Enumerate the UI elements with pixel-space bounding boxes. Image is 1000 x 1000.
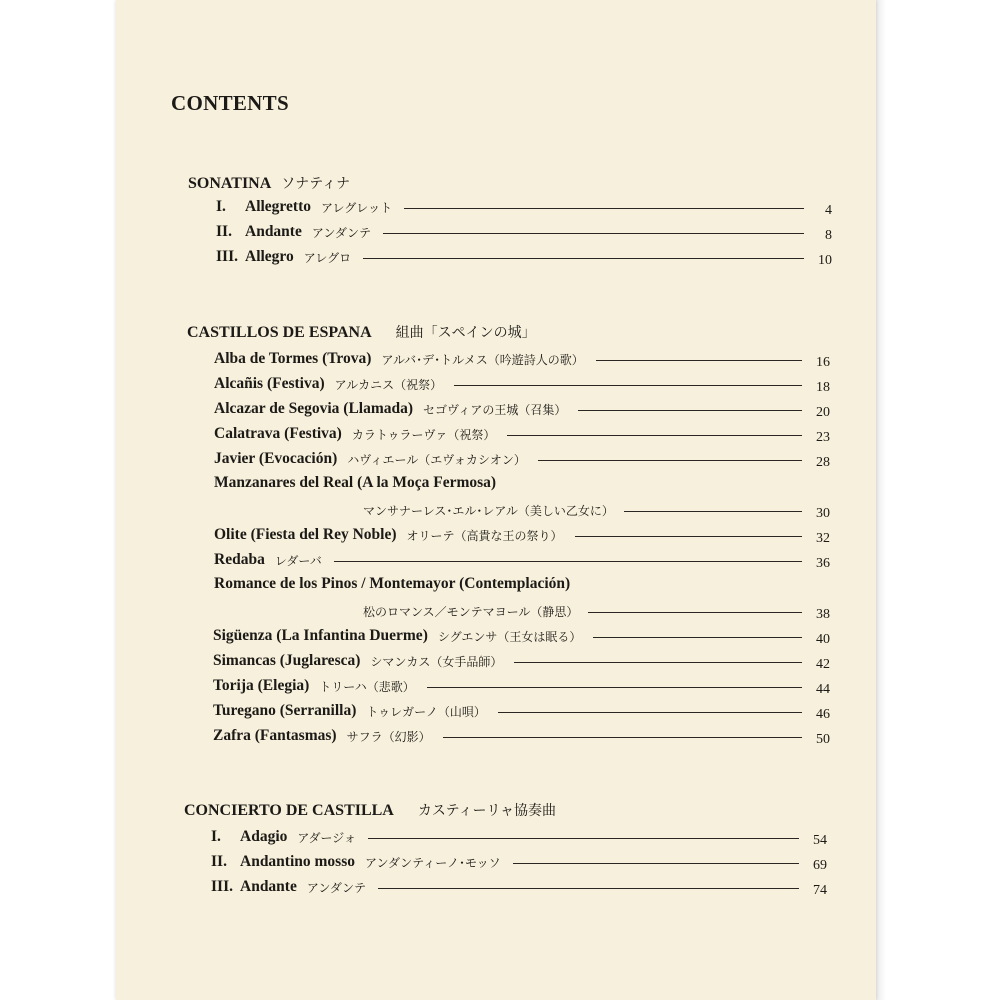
leader-line	[498, 712, 802, 713]
entry-title-jp: アレグレット	[321, 200, 393, 215]
toc-entry[interactable]	[214, 423, 830, 445]
page-number: 10	[818, 253, 832, 268]
page-number: 16	[816, 355, 830, 370]
entry-title: Simancas (Juglaresca)	[213, 652, 361, 669]
leader-line	[588, 612, 802, 613]
section-title-en: CASTILLOS DE ESPANA	[187, 324, 372, 341]
page-number: 20	[816, 405, 830, 420]
entry-title: Javier (Evocación)	[214, 450, 338, 467]
entry-title: Alcazar de Segovia (Llamada)	[214, 400, 414, 417]
movement-number: I.	[211, 828, 221, 845]
page-title: CONTENTS	[171, 91, 289, 115]
page-number: 28	[816, 455, 830, 470]
leader-line	[454, 385, 802, 386]
movement-number: II.	[216, 223, 232, 240]
toc-entry-title-manzanares[interactable]: Manzanares del Real (A la Moça Fermosa)	[214, 474, 497, 491]
page-number: 44	[816, 682, 830, 697]
page-number: 36	[816, 556, 830, 571]
section-title-en: SONATINA	[188, 175, 272, 192]
entry-title-jp: シマンカス（女手品師）	[370, 654, 503, 669]
entry-title: Andantino mosso	[240, 853, 355, 870]
toc-entry[interactable]	[216, 221, 832, 243]
toc-entry[interactable]	[213, 650, 830, 672]
leader-line	[514, 662, 802, 663]
section-title-castillos	[187, 322, 536, 342]
page-number: 46	[816, 707, 830, 722]
entry-title-jp: カラトゥラーヴァ（祝祭）	[351, 427, 496, 442]
entry-title: Alba de Tormes (Trova)	[214, 350, 372, 367]
page-number: 50	[816, 732, 830, 747]
leader-line	[513, 863, 799, 864]
entry-title-jp: 松のロマンス／モンテマヨール（静思）	[363, 604, 579, 619]
toc-entry[interactable]	[214, 398, 830, 420]
leader-line	[383, 233, 804, 234]
entry-title-jp: レダーバ	[274, 553, 322, 568]
entry-title: Turegano (Serranilla)	[213, 702, 357, 719]
toc-entry[interactable]	[211, 876, 827, 898]
entry-title: Alcañis (Festiva)	[214, 375, 325, 392]
toc-entry[interactable]	[213, 725, 830, 747]
entry-title: Allegro	[245, 248, 294, 265]
page-number: 18	[816, 380, 830, 395]
page-number: 8	[825, 228, 832, 243]
entry-title: Olite (Fiesta del Rey Noble)	[214, 526, 397, 543]
section-title-jp: 組曲「スペインの城」	[395, 325, 536, 341]
section-title-concierto	[184, 800, 556, 820]
movement-number: III.	[216, 248, 238, 265]
section-title-en: CONCIERTO DE CASTILLA	[184, 802, 394, 819]
page-number: 38	[816, 607, 830, 622]
entry-title-jp: アダージォ	[297, 830, 357, 845]
entry-title: Andante	[240, 878, 297, 895]
entry-title: Andante	[245, 223, 302, 240]
leader-line	[624, 511, 802, 512]
leader-line	[427, 687, 802, 688]
toc-entry[interactable]	[214, 348, 830, 370]
entry-title-jp: アルバ･デ･トルメス（吟遊詩人の歌）	[381, 352, 584, 367]
toc-entry-title-romance[interactable]: Romance de los Pinos / Montemayor (Contemplación)	[214, 575, 571, 592]
toc-entry[interactable]	[216, 196, 832, 218]
leader-line	[363, 258, 804, 259]
toc-entry[interactable]	[213, 675, 830, 697]
page-number: 23	[816, 430, 830, 445]
entry-title: Redaba	[214, 551, 265, 568]
entry-title-jp: アレグロ	[303, 250, 352, 265]
page-number: 54	[813, 833, 827, 848]
toc-entry[interactable]	[211, 826, 827, 848]
entry-title-jp: アンダンティーノ･モッソ	[365, 855, 501, 870]
toc-entry[interactable]	[214, 373, 830, 395]
leader-line	[334, 561, 802, 562]
page-number: 30	[816, 506, 830, 521]
entry-title-jp: トリーハ（悲歌）	[319, 679, 415, 694]
leader-line	[404, 208, 804, 209]
toc-entry[interactable]	[214, 524, 830, 546]
leader-line	[378, 888, 799, 889]
toc-entry-subline[interactable]	[363, 600, 830, 622]
entry-title-jp: アンダンテ	[306, 880, 367, 895]
page-number: 42	[816, 657, 830, 672]
leader-line	[538, 460, 802, 461]
leader-line	[368, 838, 799, 839]
leader-line	[596, 360, 802, 361]
movement-number: I.	[216, 198, 226, 215]
leader-line	[578, 410, 802, 411]
toc-entry[interactable]	[214, 549, 830, 571]
entry-title: Sigüenza (La Infantina Duerme)	[213, 627, 428, 644]
page-number: 40	[816, 632, 830, 647]
leader-line	[575, 536, 802, 537]
page-number: 32	[816, 531, 830, 546]
entry-title-jp: オリーテ（高貴な王の祭り）	[406, 528, 563, 543]
page-edge-shadow	[876, 0, 886, 1000]
entry-title: Calatrava (Festiva)	[214, 425, 342, 442]
entry-title-jp: サフラ（幻影）	[346, 729, 431, 744]
entry-title-jp: シグエンサ（王女は眠る）	[437, 629, 582, 644]
leader-line	[593, 637, 802, 638]
toc-entry[interactable]	[214, 448, 830, 470]
entry-title-jp: トゥレガーノ（山唄）	[366, 704, 486, 719]
leader-line	[443, 737, 802, 738]
movement-number: II.	[211, 853, 227, 870]
toc-entry-subline[interactable]	[363, 499, 830, 521]
section-title-sonatina	[188, 173, 350, 193]
entry-title-jp: セゴヴィアの王城（召集）	[423, 402, 567, 417]
section-title-jp: カスティーリャ協奏曲	[417, 803, 557, 819]
entry-title-jp: ハヴィエール（エヴォカシオン）	[347, 452, 526, 467]
movement-number: III.	[211, 878, 233, 895]
entry-title: Zafra (Fantasmas)	[213, 727, 337, 744]
page-number: 74	[813, 883, 827, 898]
entry-title: Allegretto	[245, 198, 311, 215]
page-number: 69	[813, 858, 827, 873]
entry-title-jp: マンサナーレス･エル･レアル（美しい乙女に）	[363, 503, 614, 518]
toc-entry[interactable]	[216, 246, 832, 268]
entry-title: Adagio	[240, 828, 288, 845]
entry-title-jp: アルカニス（祝祭）	[334, 377, 443, 392]
leader-line	[507, 435, 802, 436]
page-number: 4	[825, 203, 832, 218]
toc-entry[interactable]	[213, 625, 830, 647]
toc-entry[interactable]	[213, 700, 830, 722]
section-title-jp: ソナティナ	[281, 176, 351, 192]
toc-entry[interactable]	[211, 851, 827, 873]
entry-title-jp: アンダンテ	[311, 225, 372, 240]
entry-title: Torija (Elegia)	[213, 677, 310, 694]
